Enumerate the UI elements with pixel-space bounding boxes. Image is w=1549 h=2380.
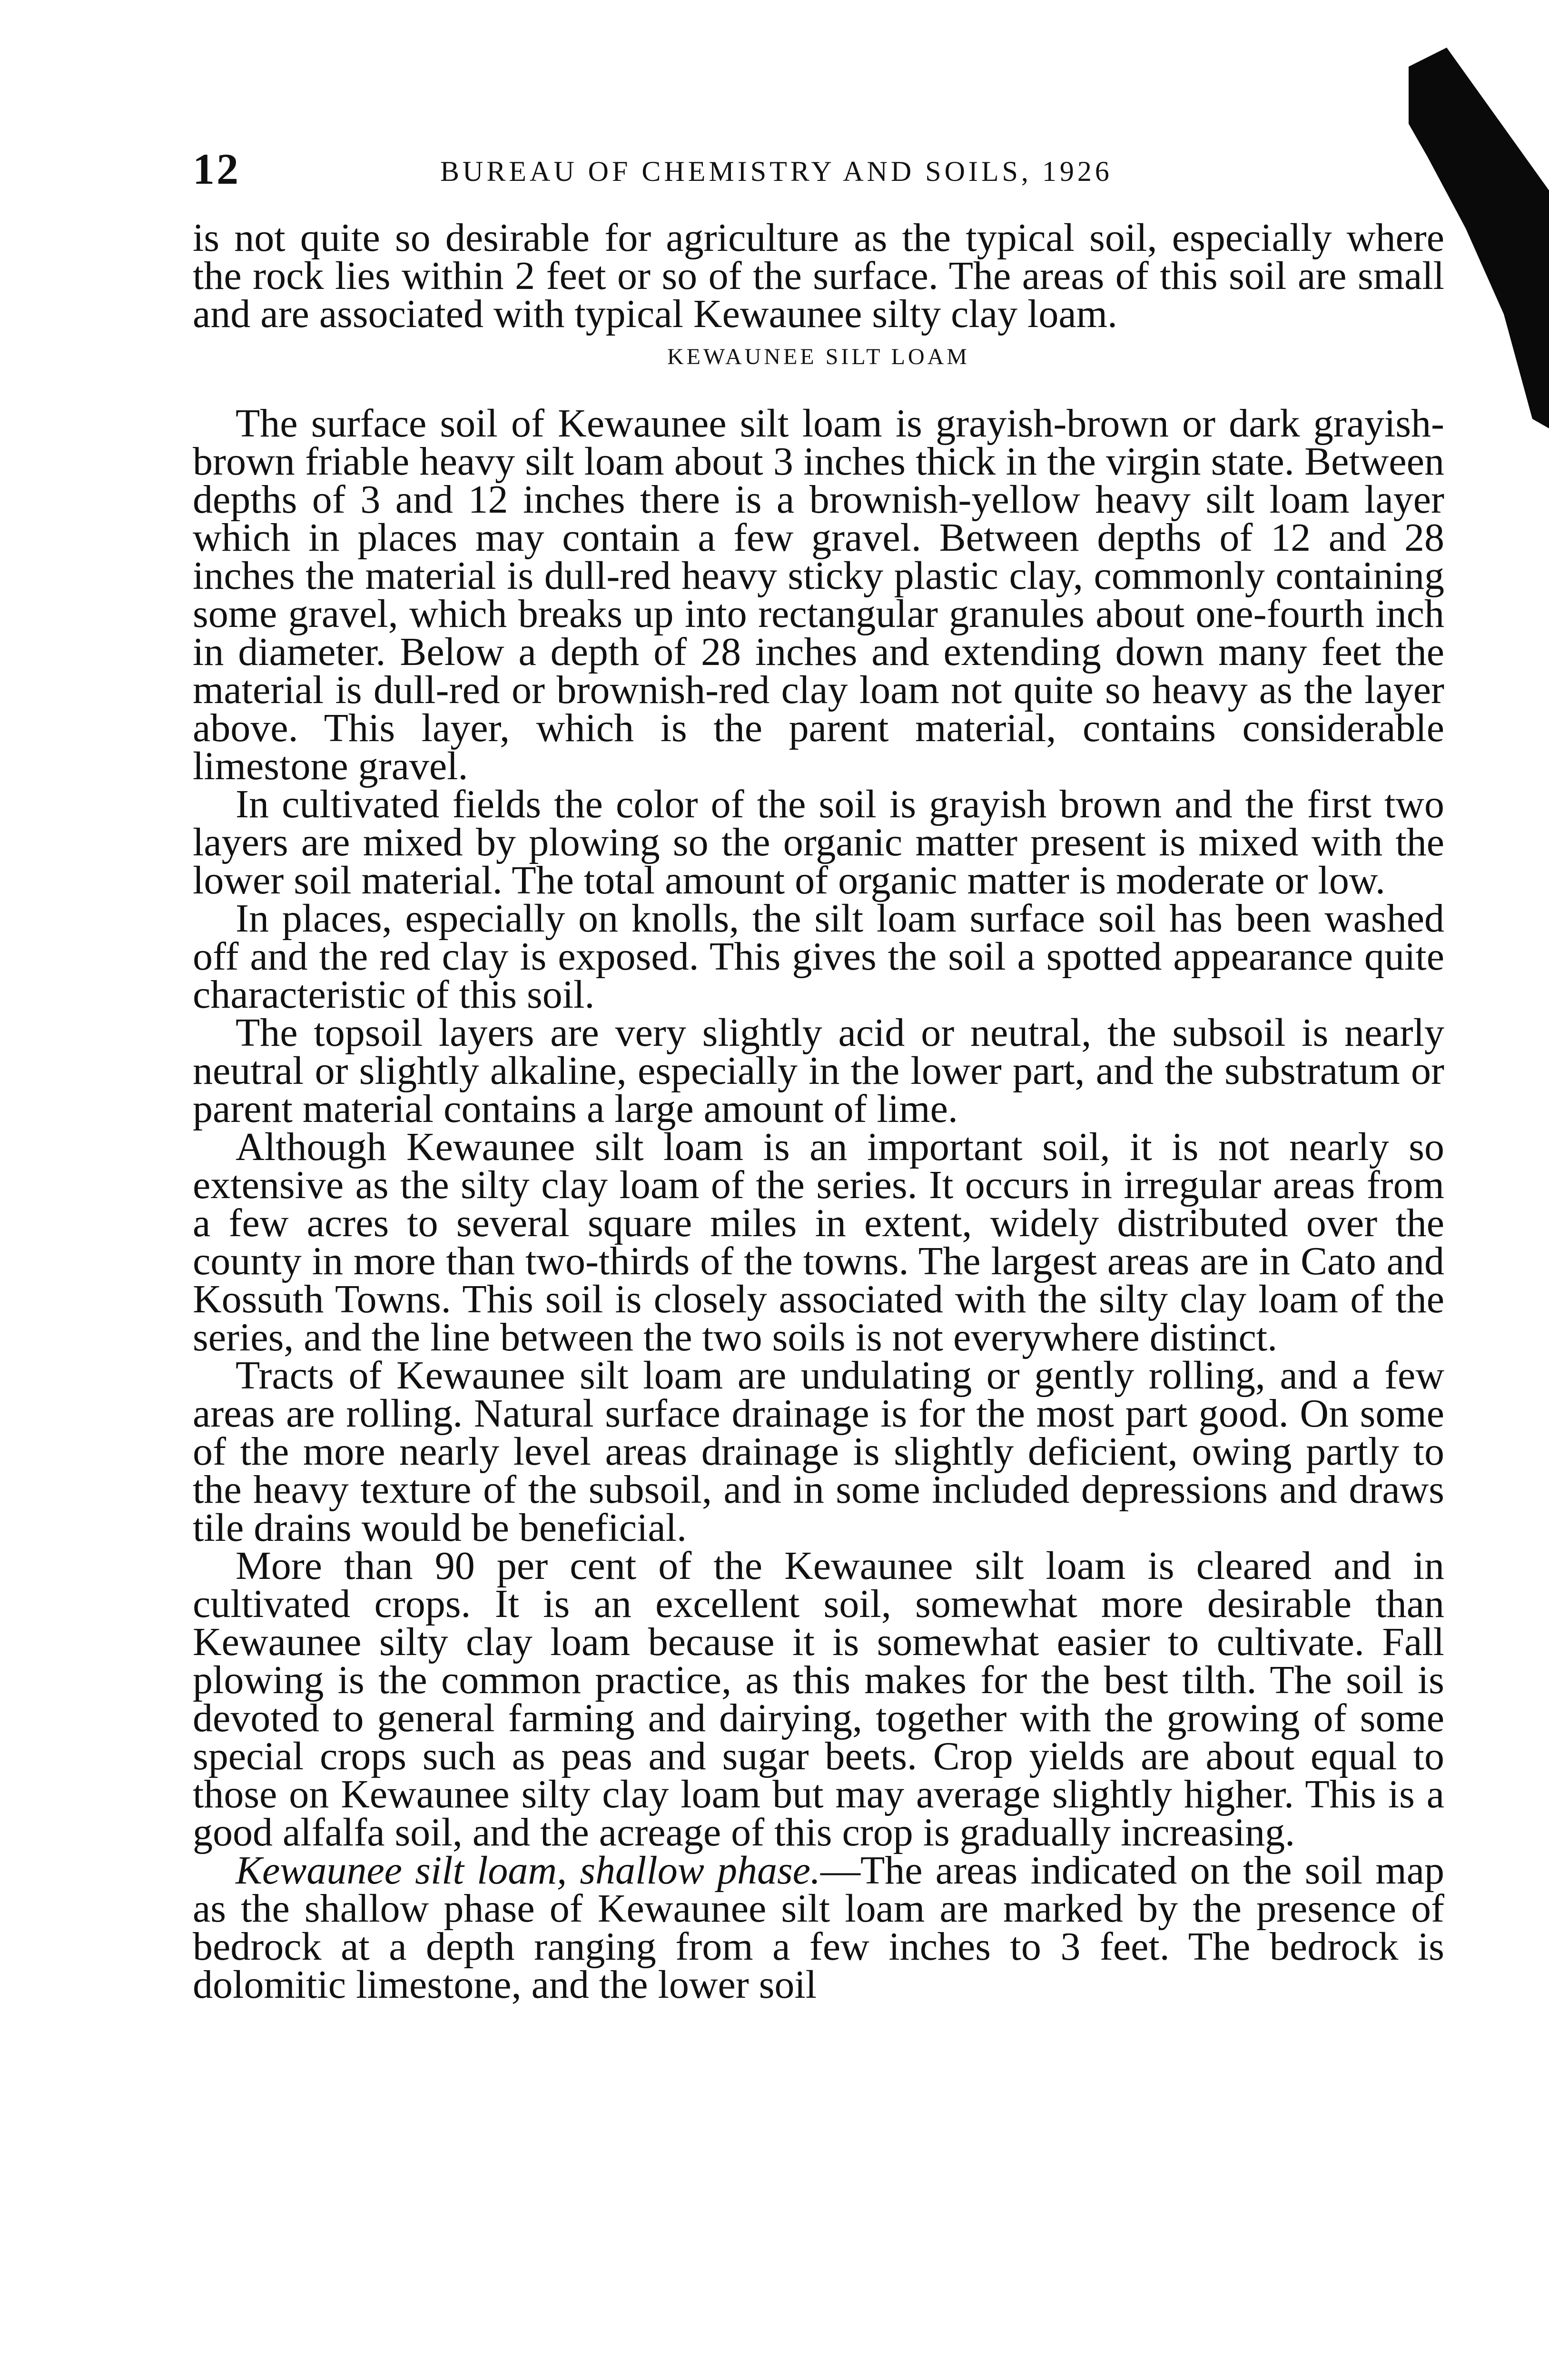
page-number: 12 <box>193 145 240 193</box>
section-heading: KEWAUNEE SILT LOAM <box>667 344 970 369</box>
paragraph-4: The topsoil layers are very slightly acid or neutral, the subsoil is nearly neutral or slightly alkaline, especially in the lower part, and the substratum or parent material contains a large amount of lime. <box>193 1011 1444 1131</box>
paragraph-shallow-phase <box>193 1848 1444 2007</box>
paragraph-5: Although Kewaunee silt loam is an important soil, it is not nearly so extensive as the silty clay loam of the series. It occurs in irregular areas from a few acres to several square miles in extent, widely distributed over the county in more than two-thirds of the towns. The largest areas are in Cato and Kossuth Towns. This soil is closely associated with the silty clay loam of the series, and the line between the two soils is not everywhere distinct. <box>193 1125 1444 1359</box>
page-body <box>193 216 1444 2007</box>
paragraph-2: In cultivated fields the color of the soil is grayish brown and the first two layers are mixed by plowing so the organic matter present is mixed with the lower soil material. The total amount of organic matter is moderate or low. <box>193 782 1444 902</box>
paragraph-3: In places, especially on knolls, the silt loam surface soil has been washed off and the red clay is exposed. This gives the soil a spotted appearance quite characteristic of this soil. <box>193 896 1444 1017</box>
paragraph-6: Tracts of Kewaunee silt loam are undulating or gently rolling, and a few areas are rolling. Natural surface drainage is for the most part good. On some of the more nearly level areas drainage is slightly deficient, owing partly to the heavy texture of the subsoil, and in some included depressions and draws tile drains would be beneficial. <box>193 1353 1444 1550</box>
page-header <box>193 143 1430 195</box>
running-head: BUREAU OF CHEMISTRY AND SOILS, 1926 <box>440 156 1113 187</box>
shallow-phase-text: —The areas indicated on the soil map as the shallow phase of Kewaunee silt loam are marked by the presence of bedrock at a depth ranging from a few inches to 3 feet. The bedrock is dolomitic limestone, and the lower soil <box>193 1848 1444 2007</box>
shallow-phase-lead: Kewaunee silt loam, shallow phase. <box>236 1848 820 1893</box>
paragraph-7: More than 90 per cent of the Kewaunee silt loam is cleared and in cultivated crops. It is an excellent soil, somewhat more desirable than Kewaunee silty clay loam because it is somewhat easier to cultivate. Fall plowing is the common practice, as this makes for the best tilth. The soil is devoted to general farming and dairying, together with the growing of some special crops such as peas and sugar beets. Crop yields are about equal to those on Kewaunee silty clay loam but may average slightly higher. This is a good alfalfa soil, and the acreage of this crop is gradually increasing. <box>193 1544 1444 1854</box>
paragraph-1: The surface soil of Kewaunee silt loam is grayish-brown or dark grayish-brown friable heavy silt loam about 3 inches thick in the virgin state. Between depths of 3 and 12 inches there is a brownish-yellow heavy silt loam layer which in places may contain a few gravel. Between depths of 12 and 28 inches the material is dull-red heavy sticky plastic clay, commonly containing some gravel, which breaks up into rectangular granules about one-fourth inch in diameter. Below a depth of 28 inches and extending down many feet the material is dull-red or brownish-red clay loam not quite so heavy as the layer above. This layer, which is the parent material, contains considerable limestone gravel. <box>193 401 1444 788</box>
continuation-paragraph: is not quite so desirable for agriculture as the typical soil, especially where the rock lies within 2 feet or so of the surface. The areas of this soil are small and are associated with typical Kewaunee silty clay loam. <box>193 216 1444 336</box>
